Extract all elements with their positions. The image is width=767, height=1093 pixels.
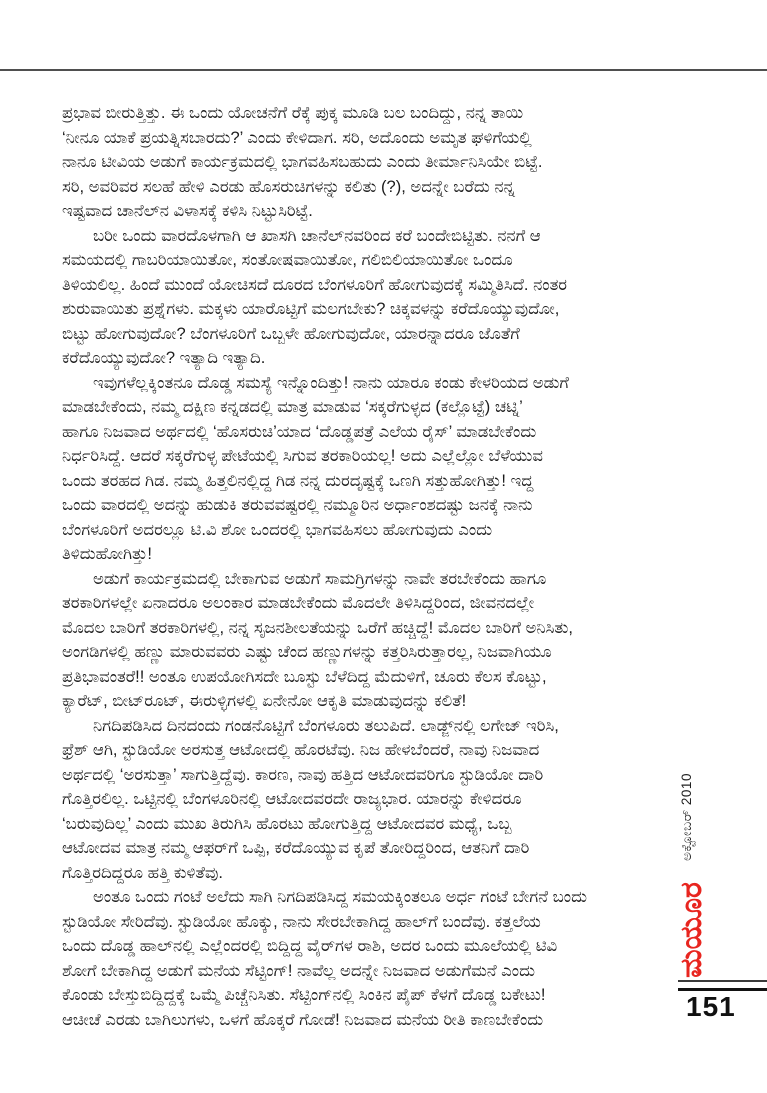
text-line: ಅರ್ಥದಲ್ಲಿ ‘ಅರಸುತ್ತಾ’ ಸಾಗುತ್ತಿದ್ದೆವು. ಕಾರಣ, ನಾವು ಹತ್ತಿದ ಆಟೋದವರಿಗೂ ಸ್ಟುಡಿಯೋ ದಾರಿ [62, 765, 544, 784]
body-text [62, 101, 662, 1032]
text-line: ನಿಗದಿಪಡಿಸಿದ ದಿನದಂದು ಗಂಡನೊಟ್ಟಿಗೆ ಬೆಂಗಳೂರು ತಲುಪಿದೆ. ಲಾಡ್ಜ್‌ನಲ್ಲಿ ಲಗೇಜ್ ಇರಿಸಿ, [93, 716, 559, 735]
text-line: ತರಕಾರಿಗಳಲ್ಲೇ ಏನಾದರೂ ಅಲಂಕಾರ ಮಾಡಬೇಕೆಂದು ಮೊದಲೇ ತಿಳಿಸಿದ್ದರಿಂದ, ಜೀವನದಲ್ಲೇ [62, 594, 535, 612]
text-line: ಪ್ರತಿಭಾವಂತರೆ!! ಅಂತೂ ಉಪಯೋಗಿಸದೇ ಬೂಸ್ಟು ಬೆಳೆದಿದ್ದ ಮೆದುಳಿಗೆ, ಚೂರು ಕೆಲಸ ಕೊಟ್ಟು, [62, 667, 547, 686]
text-line: ಹಾಗೂ ನಿಜವಾದ ಅರ್ಥದಲ್ಲಿ ‘ಹೊಸರುಚಿ’ಯಾದ ‘ದೊಡ್ಡಪತ್ರೆ ಎಲೆಯ ರೈಸ್’ ಮಾಡಬೇಕೆಂದು [62, 422, 537, 441]
text-line: ಸರಿ, ಅವರಿವರ ಸಲಹೆ ಹೇಳಿ ಎರಡು ಹೊಸರುಚಿಗಳನ್ನು ಕಲಿತು (?), ಅದನ್ನೇ ಬರೆದು ನನ್ನ [62, 177, 515, 196]
issue-date-vertical: ಅಕ್ಟೋಬರ್ 2010 [679, 773, 694, 861]
text-line: ಫ್ರೆಶ್ ಆಗಿ, ಸ್ಟುಡಿಯೋ ಅರಸುತ್ತ ಆಟೋದಲ್ಲಿ ಹೊರಟೆವು. ನಿಜ ಹೇಳಬೆಂದರೆ, ನಾವು ನಿಜವಾದ [62, 741, 540, 759]
text-line: ಸ್ಟುಡಿಯೋ ಸೇರಿದೆವು. ಸ್ಟುಡಿಯೋ ಹೊಕ್ಕು, ನಾನು ಸೇರಬೇಕಾಗಿದ್ದ ಹಾಲ್‌ಗೆ ಬಂದೆವು. ಕತ್ತಲೆಯ [62, 912, 541, 931]
text-line: ನಿರ್ಧರಿಸಿದ್ದೆ. ಆದರೆ ಸಕ್ಕರೆಗುಳ್ಳ ಪೇಟೆಯಲ್ಲಿ ಸಿಗುವ ತರಕಾರಿಯಲ್ಲ! ಅದು ಎಲ್ಲೆಲ್ಲೋ ಬೆಳೆಯುವ [62, 447, 543, 465]
text-line: ಅಂತೂ ಒಂದು ಗಂಟೆ ಅಲೆದು ಸಾಗಿ ನಿಗದಿಪಡಿಸಿದ್ದ ಸಮಯಕ್ಕಿಂತಲೂ ಅರ್ಧ ಗಂಟೆ ಬೇಗನೆ ಬಂದು [93, 888, 587, 906]
text-line: ಬರೀ ಒಂದು ವಾರದೊಳಗಾಗಿ ಆ ಖಾಸಗಿ ಚಾನೆಲ್‌ನವರಿಂದ ಕರೆ ಬಂದೇಬಿಟ್ಟಿತು. ನನಗೆ ಆ [93, 226, 541, 245]
text-line: ಇಷ್ಟವಾದ ಚಾನೆಲ್‌ನ ವಿಳಾಸಕ್ಕೆ ಕಳಿಸಿ ನಿಟ್ಟುಸಿರಿಟ್ಟೆ. [62, 202, 313, 220]
text-line: ಸಮಯದಲ್ಲಿ ಗಾಬರಿಯಾಯಿತೋ, ಸಂತೋಷವಾಯಿತೋ, ಗಲಿಬಿಲಿಯಾಯಿತೋ ಒಂದೂ [62, 251, 513, 269]
text-line: ಒಂದು ದೊಡ್ಡ ಹಾಲ್‌ನಲ್ಲಿ ಎಲ್ಲೆಂದರಲ್ಲಿ ಬಿದ್ದಿದ್ದ ವೈರ್‌ಗಳ ರಾಶಿ, ಅದರ ಒಂದು ಮೂಲೆಯಲ್ಲಿ ಟಿವಿ [62, 937, 558, 955]
top-rule [0, 69, 767, 71]
text-line: ‘ಬರುವುದಿಲ್ಲ’ ಎಂದು ಮುಖ ತಿರುಗಿಸಿ ಹೊರಟು ಹೋಗುತ್ತಿದ್ದ ಆಟೋದವರ ಮಧ್ಯೆ, ಒಬ್ಬ [62, 814, 512, 833]
text-line: ಅಡುಗೆ ಕಾರ್ಯಕ್ರಮದಲ್ಲಿ ಬೇಕಾಗುವ ಅಡುಗೆ ಸಾಮಗ್ರಿಗಳನ್ನು ನಾವೇ ತರಬೇಕೆಂದು ಹಾಗೂ [93, 569, 547, 588]
text-line: ಕರೆದೊಯ್ಯುವುದೋ? ಇತ್ಯಾದಿ ಇತ್ಯಾದಿ. [62, 349, 266, 367]
text-line: ಒಂದು ವಾರದಲ್ಲಿ ಅದನ್ನು ಹುಡುಕಿ ತರುವವಷ್ಟರಲ್ಲಿ ನಮ್ಮೂರಿನ ಅರ್ಧಾಂಶದಷ್ಟು ಜನಕ್ಕೆ ನಾನು [62, 496, 533, 514]
text-line: ಬಿಟ್ಟು ಹೋಗುವುದೋ? ಬೆಂಗಳೂರಿಗೆ ಒಬ್ಬಳೇ ಹೋಗುವುದೋ, ಯಾರನ್ನಾದರೂ ಜೊತೆಗೆ [62, 324, 520, 343]
text-line: ತಿಳಿಯಲಿಲ್ಲ. ಹಿಂದೆ ಮುಂದೆ ಯೋಚಿಸದೆ ದೂರದ ಬೆಂಗಳೂರಿಗೆ ಹೋಗುವುದಕ್ಕೆ ಸಮ್ಮಿತಿಸಿದೆ. ನಂತರ [62, 275, 568, 294]
text-line: ನಾನೂ ಟೀವಿಯ ಅಡುಗೆ ಕಾರ್ಯಕ್ರಮದಲ್ಲಿ ಭಾಗವಹಿಸಬಹುದು ಎಂದು ತೀರ್ಮಾನಿಸಿಯೇ ಬಿಟ್ಟೆ. [62, 153, 543, 171]
text-line: ಶುರುವಾಯಿತು ಪ್ರಶ್ನೆಗಳು. ಮಕ್ಕಳು ಯಾರೊಟ್ಟಿಗೆ ಮಲಗಬೇಕು? ಚಿಕ್ಕವಳನ್ನು ಕರೆದೊಯ್ಯುವುದೋ, [62, 300, 560, 318]
text-line: ಆಚೀಚೆ ಎರಡು ಬಾಗಿಲುಗಳು, ಒಳಗೆ ಹೊಕ್ಕರೆ ಗೋಡೆ! ನಿಜವಾದ ಮನೆಯ ರೀತಿ ಕಾಣಬೇಕೆಂದು [62, 1010, 544, 1029]
text-line: ಮಾಡಬೇಕೆಂದು, ನಮ್ಮ ದಕ್ಷಿಣ ಕನ್ನಡದಲ್ಲಿ ಮಾತ್ರ ಮಾಡುವ ‘ಸಕ್ಕರೆಗುಳ್ಳದ (ಕಲ್ಲೊಟ್ಟೆ) ಚಟ್ನಿ’ [62, 398, 523, 416]
text-line: ಕೊಂಡು ಬೇಸ್ತುಬಿದ್ದಿದ್ದಕ್ಕೆ ಒಮ್ಮೆ ಪಿಚ್ಚೆನಿಸಿತು. ಸೆಟ್ಟಿಂಗ್‌ನಲ್ಲಿ ಸಿಂಕಿನ ಪೈಪ್ ಕೆಳಗೆ ದೊಡ್ಡ ಬಕೇಟು! [62, 986, 546, 1004]
page-number: 151 [686, 991, 736, 1022]
text-line: ಇವುಗಳೆಲ್ಲಕ್ಕಿಂತನೂ ದೊಡ್ಡ ಸಮಸ್ಯೆ ಇನ್ನೊಂದಿತ್ತು! ನಾನು ಯಾರೂ ಕಂಡು ಕೇಳರಿಯದ ಅಡುಗೆ [93, 373, 569, 392]
text-line: ‘ನೀನೂ ಯಾಕೆ ಪ್ರಯತ್ನಿಸಬಾರದು?’ ಎಂದು ಕೇಳಿದಾಗ. ಸರಿ, ಅದೊಂದು ಅಮೃತ ಘಳಿಗೆಯಲ್ಲಿ [62, 128, 532, 147]
text-line: ಅಂಗಡಿಗಳಲ್ಲಿ ಹಣ್ಣು ಮಾರುವವರು ಎಷ್ಟು ಚೆಂದ ಹಣ್ಣುಗಳನ್ನು ಕತ್ತರಿಸಿರುತ್ತಾರಲ್ಲ, ನಿಜವಾಗಿಯೂ [62, 643, 552, 661]
text-line: ಬೆಂಗಳೂರಿಗೆ ಅದರಲ್ಲೂ ಟಿ.ವಿ ಶೋ ಒಂದರಲ್ಲಿ ಭಾಗವಹಿಸಲು ಹೋಗುವುದು ಎಂದು [62, 520, 493, 539]
text-line: ಶೋಗೆ ಬೇಕಾಗಿದ್ದ ಅಡುಗೆ ಮನೆಯ ಸೆಟ್ಟಿಂಗ್! ನಾವೆಲ್ಲ ಅದನ್ನೇ ನಿಜವಾದ ಅಡುಗೆಮನೆ ಎಂದು [62, 961, 535, 980]
text-line: ಪ್ರಭಾವ ಬೀರುತ್ತಿತ್ತು. ಈ ಒಂದು ಯೋಚನೆಗೆ ರೆಕ್ಕೆ ಪುಕ್ಕ ಮೂಡಿ ಬಲ ಬಂದಿದ್ದು, ನನ್ನ ತಾಯಿ [62, 104, 524, 122]
text-line: ಗೊತ್ತಿರಲಿಲ್ಲ. ಒಟ್ಟಿನಲ್ಲಿ ಬೆಂಗಳೂರಿನಲ್ಲಿ ಆಟೋದವರದೇ ರಾಜ್ಯಭಾರ. ಯಾರನ್ನು ಕೇಳಿದರೂ [62, 790, 522, 808]
footer-rule-thin [678, 980, 767, 982]
text-line: ಒಂದು ತರಹದ ಗಿಡ. ನಮ್ಮ ಹಿತ್ತಲಿನಲ್ಲಿದ್ದ ಗಿಡ ನನ್ನ ದುರದೃಷ್ಟಕ್ಕೆ ಒಣಗಿ ಸತ್ತುಹೋಗಿತ್ತು! ಇದ್ದ [62, 471, 534, 490]
text-line: ಮೊದಲ ಬಾರಿಗೆ ತರಕಾರಿಗಳಲ್ಲಿ, ನನ್ನ ಸೃಜನಶೀಲತೆಯನ್ನು ಒರೆಗೆ ಹಚ್ಚಿದ್ದೆ! ಮೊದಲ ಬಾರಿಗೆ ಅನಿಸಿತು, [62, 618, 573, 637]
text-line: ಕ್ಯಾರೆಟ್, ಬೀಟ್‌ರೂಟ್, ಈರುಳ್ಳಿಗಳಲ್ಲಿ ಏನೇನೋ ಆಕೃತಿ ಮಾಡುವುದನ್ನು ಕಲಿತೆ! [62, 692, 467, 710]
text-line: ಗೊತ್ತಿರದಿದ್ದರೂ ಹತ್ತಿ ಕುಳಿತೆವು. [62, 863, 223, 882]
magazine-masthead: ಮಯೂರ [675, 882, 708, 978]
text-line: ಆಟೋದವ ಮಾತ್ರ ನಮ್ಮ ಆಫರ್‌ಗೆ ಒಪ್ಪಿ, ಕರೆದೊಯ್ಯುವ ಕೃಪೆ ತೋರಿದ್ದರಿಂದ, ಆತನಿಗೆ ದಾರಿ [62, 839, 530, 857]
text-line: ತಿಳಿದುಹೋಗಿತ್ತು! [62, 545, 153, 563]
